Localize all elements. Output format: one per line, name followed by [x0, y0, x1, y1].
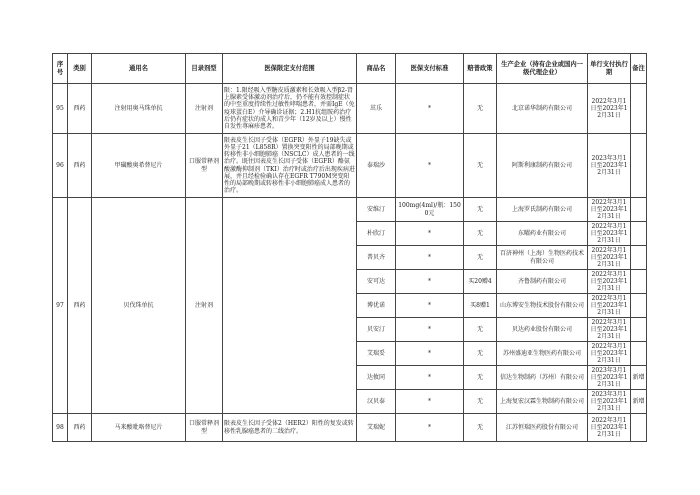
- cell-category: 西药: [68, 134, 92, 198]
- cell-policy: 无: [464, 222, 497, 246]
- table-row: [53, 134, 647, 198]
- cell-payment-standard: *: [396, 318, 464, 342]
- cell-manufacturer: 上海罗氏制药有限公司: [497, 198, 588, 222]
- cell-payment-standard: *: [396, 246, 464, 270]
- cell-remark: [631, 198, 647, 222]
- cell-brand: 博优诺: [357, 294, 396, 318]
- cell-payment-standard: *: [396, 390, 464, 414]
- cell-payment-standard: *: [396, 414, 464, 442]
- cell-catalog-form: 口服常释剂型: [186, 134, 223, 198]
- cell-remark: [631, 342, 647, 366]
- cell-restriction: 限表皮生长因子受体2（HER2）阳性的复发或转移性乳腺癌患者的二线治疗。: [223, 414, 357, 442]
- cell-category: 西药: [68, 84, 92, 134]
- cell-category: 西药: [68, 414, 92, 442]
- cell-generic-name: 注射用奥马珠单抗: [92, 84, 186, 134]
- table-row: [53, 198, 647, 222]
- cell-restriction: 限表皮生长因子受体（EGFR）外显子19缺失或外显子21（L858R）置换突变阳性的局部晚期或转移性非小细胞肺癌（NSCLC）成人患者的一线治疗。既往因表皮生长因子受体（EGFR）酪氨酸激酶抑制剂（TKI）治疗时或治疗后出现疾病进展，并且经检验确认存在EGFR T790M突变阳性的局部晚期或转移性非小细胞肺癌成人患者的治疗。: [223, 134, 357, 198]
- cell-exec-date: 2022年3月1日至2023年12月31日: [588, 84, 631, 134]
- cell-exec-date: 2023年3月1日至2023年12月31日: [588, 134, 631, 198]
- cell-restriction: [223, 198, 357, 414]
- cell-exec-date: 2022年3月1日至2023年12月31日: [588, 198, 631, 222]
- cell-policy: 无: [464, 84, 497, 134]
- cell-policy: 无: [464, 366, 497, 390]
- cell-no: 97: [53, 198, 68, 414]
- cell-catalog-form: 注射剂: [186, 198, 223, 414]
- header-category: 类别: [68, 54, 92, 84]
- cell-brand: 朴欣汀: [357, 222, 396, 246]
- cell-manufacturer: 百济神州（上海）生物医药技术有限公司: [497, 246, 588, 270]
- cell-manufacturer: 贝达药业股份有限公司: [497, 318, 588, 342]
- cell-brand: 安维汀: [357, 198, 396, 222]
- header-row: [53, 54, 647, 84]
- cell-manufacturer: 北京诺华制药有限公司: [497, 84, 588, 134]
- cell-manufacturer: 山东博安生物技术股份有限公司: [497, 294, 588, 318]
- cell-policy: 买8赠1: [464, 294, 497, 318]
- header-brand: 商品名: [357, 54, 396, 84]
- header-payment-standard: 医保支付标准: [396, 54, 464, 84]
- cell-remark: [631, 414, 647, 442]
- cell-generic-name: 甲磺酸奥希替尼片: [92, 134, 186, 198]
- cell-no: 95: [53, 84, 68, 134]
- cell-manufacturer: 东曜药业有限公司: [497, 222, 588, 246]
- cell-payment-standard: *: [396, 270, 464, 294]
- table-row: [53, 84, 647, 134]
- cell-generic-name: 贝伐珠单抗: [92, 198, 186, 414]
- cell-policy: 无: [464, 246, 497, 270]
- cell-exec-date: 2022年3月1日至2023年12月31日: [588, 270, 631, 294]
- drug-payment-table-page: [52, 53, 647, 442]
- cell-policy: 无: [464, 318, 497, 342]
- cell-policy: 无: [464, 198, 497, 222]
- header-manufacturer: 生产企业（持有企业或国内一级代理企业）: [497, 54, 588, 84]
- cell-brand: 贝安汀: [357, 318, 396, 342]
- table-row: [53, 414, 647, 442]
- cell-remark: 新增: [631, 390, 647, 414]
- cell-payment-standard: *: [396, 84, 464, 134]
- header-generic-name: 通用名: [92, 54, 186, 84]
- cell-brand: 达攸同: [357, 366, 396, 390]
- cell-category: 西药: [68, 198, 92, 414]
- cell-policy: 无: [464, 134, 497, 198]
- cell-exec-date: 2023年3月1日至2023年12月31日: [588, 366, 631, 390]
- cell-exec-date: 2022年3月1日至2023年12月31日: [588, 342, 631, 366]
- cell-payment-standard: *: [396, 222, 464, 246]
- cell-brand: 汉贝泰: [357, 390, 396, 414]
- cell-brand: 茁乐: [357, 84, 396, 134]
- cell-generic-name: 马来酸吡咯替尼片: [92, 414, 186, 442]
- cell-manufacturer: 信达生物制药（苏州）有限公司: [497, 366, 588, 390]
- cell-no: 98: [53, 414, 68, 442]
- cell-manufacturer: 江苏恒瑞医药股份有限公司: [497, 414, 588, 442]
- cell-brand: 安可达: [357, 270, 396, 294]
- cell-policy: 无: [464, 342, 497, 366]
- cell-exec-date: 2022年3月1日至2023年12月31日: [588, 246, 631, 270]
- cell-remark: [631, 246, 647, 270]
- cell-catalog-form: 注射剂: [186, 84, 223, 134]
- cell-no: 96: [53, 134, 68, 198]
- cell-exec-date: 2022年3月1日至2023年12月31日: [588, 222, 631, 246]
- cell-policy: 无: [464, 414, 497, 442]
- cell-exec-date: 2023年3月1日至2023年12月31日: [588, 390, 631, 414]
- cell-remark: [631, 270, 647, 294]
- cell-payment-standard: *: [396, 134, 464, 198]
- cell-manufacturer: 苏州盛迪亚生物医药有限公司: [497, 342, 588, 366]
- cell-brand: 泰瑞沙: [357, 134, 396, 198]
- header-remark: 备注: [631, 54, 647, 84]
- cell-policy: 无: [464, 390, 497, 414]
- header-policy: 赔普政策: [464, 54, 497, 84]
- cell-payment-standard: *: [396, 294, 464, 318]
- cell-payment-standard: *: [396, 366, 464, 390]
- cell-exec-date: 2022年3月1日至2023年12月31日: [588, 318, 631, 342]
- header-restriction: 医保限定支付范围: [223, 54, 357, 84]
- cell-remark: [631, 222, 647, 246]
- cell-catalog-form: 口服常释剂型: [186, 414, 223, 442]
- cell-policy: 买20赠4: [464, 270, 497, 294]
- drug-payment-table: [52, 53, 647, 442]
- cell-remark: [631, 294, 647, 318]
- cell-manufacturer: 上海复宏汉霖生物制药有限公司: [497, 390, 588, 414]
- cell-brand: 艾瑞妥: [357, 342, 396, 366]
- cell-payment-standard: 100mg(4ml)/瓶：1500元: [396, 198, 464, 222]
- cell-payment-standard: *: [396, 342, 464, 366]
- cell-manufacturer: 阿斯利康制药有限公司: [497, 134, 588, 198]
- cell-exec-date: 2022年3月1日至2023年12月31日: [588, 414, 631, 442]
- cell-exec-date: 2022年3月1日至2023年12月31日: [588, 294, 631, 318]
- header-exec-date: 单行支付执行期: [588, 54, 631, 84]
- cell-remark: [631, 318, 647, 342]
- cell-brand: 艾瑞妮: [357, 414, 396, 442]
- cell-restriction: 限：1.限经吸入型糖皮质激素和长效吸入型β2-肾上腺素受体激动剂治疗后，仍不能有效控制症状的中至重度持续性过敏性哮喘患者，并需IgE（免疫球蛋白E）介导确诊证据；2.H1抗组胺药治疗后仍有症状的成人和青少年（12岁及以上）慢性自发性荨麻疹患者。: [223, 84, 357, 134]
- cell-brand: 普贝齐: [357, 246, 396, 270]
- cell-remark: 新增: [631, 366, 647, 390]
- header-catalog-form: 目录剂型: [186, 54, 223, 84]
- cell-manufacturer: 齐鲁制药有限公司: [497, 270, 588, 294]
- cell-remark: [631, 134, 647, 198]
- header-no: 序号: [53, 54, 68, 84]
- cell-remark: [631, 84, 647, 134]
